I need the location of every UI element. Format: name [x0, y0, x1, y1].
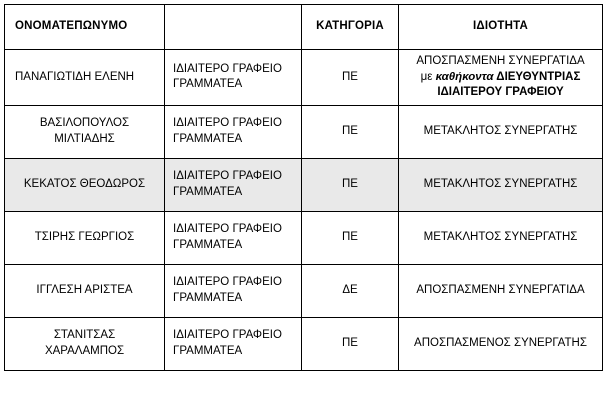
cell-office [165, 264, 302, 317]
cell-office [165, 317, 302, 370]
cell-office-line2: ΓΡΑΜΜΑΤΕΑ [173, 132, 243, 145]
table-row [5, 105, 603, 158]
cell-role: ΜΕΤΑΚΛΗΤΟΣ ΣΥΝΕΡΓΑΤΗΣ [399, 211, 603, 264]
table-row [5, 317, 603, 370]
cell-name [5, 105, 165, 158]
cell-office-line1: ΙΔΙΑΙΤΕΡΟ ΓΡΑΦΕΙΟ [173, 117, 282, 130]
column-header-role: ΙΔΙΟΤΗΤΑ [399, 5, 603, 50]
cell-name: ΙΓΓΛΕΣΗ ΑΡΙΣΤΕΑ [5, 264, 165, 317]
cell-office [165, 50, 302, 106]
cell-office-line2: ΓΡΑΜΜΑΤΕΑ [173, 238, 243, 251]
cell-category: ΠΕ [302, 211, 399, 264]
cell-category: ΠΕ [302, 317, 399, 370]
cell-role-line2-prefix: με [420, 70, 436, 83]
table-row [5, 211, 603, 264]
table-header-row [5, 5, 603, 50]
table-row [5, 158, 603, 211]
cell-role-line2 [405, 70, 596, 86]
cell-office-line2: ΓΡΑΜΜΑΤΕΑ [173, 344, 243, 357]
cell-office-line2: ΓΡΑΜΜΑΤΕΑ [173, 291, 243, 304]
cell-name [5, 317, 165, 370]
cell-role: ΑΠΟΣΠΑΣΜΕΝΗ ΣΥΝΕΡΓΑΤΙΔΑ [399, 264, 603, 317]
cell-role-line2-emphasis: καθήκοντα [435, 70, 494, 83]
cell-name-line1: ΣΤΑΝΙΤΣΑΣ [53, 329, 116, 342]
cell-office [165, 158, 302, 211]
cell-role: ΑΠΟΣΠΑΣΜΕΝΟΣ ΣΥΝΕΡΓΑΤΗΣ [399, 317, 603, 370]
cell-role: ΜΕΤΑΚΛΗΤΟΣ ΣΥΝΕΡΓΑΤΗΣ [399, 105, 603, 158]
cell-office [165, 211, 302, 264]
column-header-office [165, 5, 302, 50]
cell-office-line2: ΓΡΑΜΜΑΤΕΑ [173, 185, 243, 198]
cell-role-line1: ΑΠΟΣΠΑΣΜΕΝΗ ΣΥΝΕΡΓΑΤΙΔΑ [416, 55, 585, 67]
cell-name-line2: ΧΑΡΑΛΑΜΠΟΣ [44, 344, 125, 357]
cell-role-line3: ΙΔΙΑΙΤΕΡΟΥ ΓΡΑΦΕΙΟΥ [437, 86, 564, 99]
cell-office-line1: ΙΔΙΑΙΤΕΡΟ ΓΡΑΦΕΙΟ [173, 170, 282, 183]
cell-role [399, 50, 603, 106]
cell-role-line2-suffix: ΔΙΕΥΘΥΝΤΡΙΑΣ [493, 70, 581, 83]
cell-category: ΔΕ [302, 264, 399, 317]
cell-name: ΚΕΚΑΤΟΣ ΘΕΟΔΩΡΟΣ [5, 158, 165, 211]
cell-office-line1: ΙΔΙΑΙΤΕΡΟ ΓΡΑΦΕΙΟ [173, 276, 282, 289]
table-header [5, 5, 603, 50]
cell-category: ΠΕ [302, 158, 399, 211]
cell-name: ΤΣΙΡΗΣ ΓΕΩΡΓΙΟΣ [5, 211, 165, 264]
cell-office [165, 105, 302, 158]
cell-category: ΠΕ [302, 105, 399, 158]
cell-office-line1: ΙΔΙΑΙΤΕΡΟ ΓΡΑΦΕΙΟ [173, 62, 282, 75]
cell-name-line1: ΒΑΣΙΛΟΠΟΥΛΟΣ [39, 117, 130, 130]
column-header-name: ΟΝΟΜΑΤΕΠΩΝΥΜΟ [5, 5, 165, 50]
cell-office-line1: ΙΔΙΑΙΤΕΡΟ ΓΡΑΦΕΙΟ [173, 329, 282, 342]
cell-category: ΠΕ [302, 50, 399, 106]
table-row [5, 50, 603, 106]
column-header-category: ΚΑΤΗΓΟΡΙΑ [302, 5, 399, 50]
cell-office-line2: ΓΡΑΜΜΑΤΕΑ [173, 78, 243, 91]
cell-role: ΜΕΤΑΚΛΗΤΟΣ ΣΥΝΕΡΓΑΤΗΣ [399, 158, 603, 211]
cell-name-line2: ΜΙΛΤΙΑΔΗΣ [54, 132, 115, 145]
table-body [5, 50, 603, 371]
cell-name: ΠΑΝΑΓΙΩΤΙΔΗ ΕΛΕΝΗ [5, 50, 165, 106]
staff-table [4, 4, 603, 371]
table-row [5, 264, 603, 317]
document-sheet [0, 4, 611, 408]
cell-office-line1: ΙΔΙΑΙΤΕΡΟ ΓΡΑΦΕΙΟ [173, 223, 282, 236]
